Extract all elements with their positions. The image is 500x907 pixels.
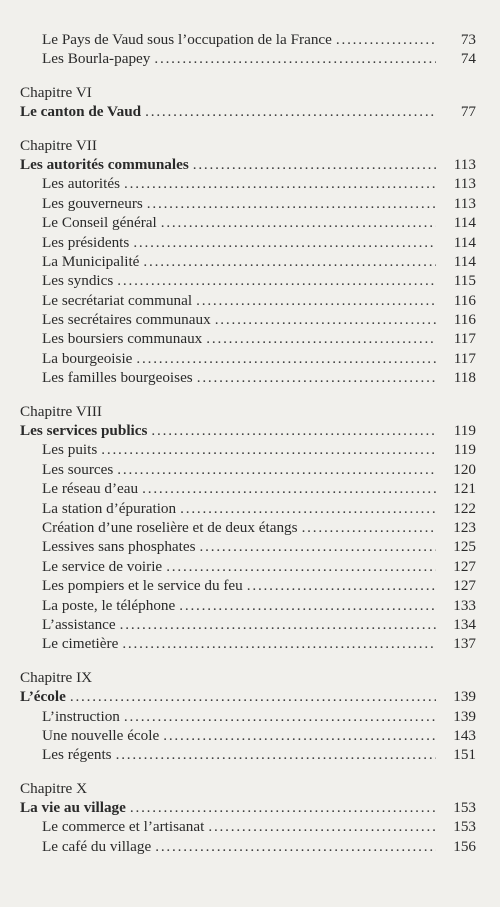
dot-leader xyxy=(120,615,436,634)
dot-leader xyxy=(193,155,436,174)
page-number: 151 xyxy=(453,746,476,764)
toc-chapter-group xyxy=(20,30,476,69)
entry-title: Le secrétariat communal xyxy=(42,291,193,309)
toc-entry xyxy=(20,726,476,745)
page-number: 113 xyxy=(453,194,476,212)
page-number: 139 xyxy=(453,688,476,706)
entry-title: Une nouvelle école xyxy=(42,726,160,744)
toc-entry xyxy=(20,557,476,576)
entry-title: La Municipalité xyxy=(42,252,140,270)
entry-title: Les autorités communales xyxy=(20,155,189,173)
dot-leader xyxy=(101,440,436,459)
chapter-title-entry xyxy=(20,102,476,121)
page-number: 122 xyxy=(453,499,476,517)
dot-leader xyxy=(143,252,436,271)
entry-title: L’instruction xyxy=(42,707,120,725)
entry-title: Le commerce et l’artisanat xyxy=(42,818,205,836)
toc-entry xyxy=(20,49,476,68)
dot-leader xyxy=(163,726,436,745)
chapter-title-entry xyxy=(20,155,476,174)
dot-leader xyxy=(196,291,436,310)
entry-title: Le service de voirie xyxy=(42,557,163,575)
entry-title: Les sources xyxy=(42,460,114,478)
toc-entry xyxy=(20,349,476,368)
entry-title: Les présidents xyxy=(42,233,130,251)
dot-leader xyxy=(197,368,436,387)
page-number: 134 xyxy=(453,615,476,633)
dot-leader xyxy=(130,798,436,817)
page-number: 137 xyxy=(453,635,476,653)
entry-title: Le cimetière xyxy=(42,635,119,653)
dot-leader xyxy=(302,518,436,537)
dot-leader xyxy=(142,479,436,498)
dot-leader xyxy=(136,349,436,368)
page-number: 118 xyxy=(453,369,476,387)
page-number: 127 xyxy=(453,557,476,575)
dot-leader xyxy=(180,499,436,518)
entry-title: Le café du village xyxy=(42,837,152,855)
page-number: 125 xyxy=(453,538,476,556)
toc-chapter-group xyxy=(20,779,476,857)
entry-title: Les secrétaires communaux xyxy=(42,311,211,329)
page-number: 123 xyxy=(453,518,476,536)
page-number: 117 xyxy=(453,330,476,348)
entry-title: Les syndics xyxy=(42,272,114,290)
page-number: 116 xyxy=(453,311,476,329)
page-number: 153 xyxy=(453,799,476,817)
entry-title: Création d’une roselière et de deux étangs xyxy=(42,518,298,536)
page-number: 153 xyxy=(453,818,476,836)
page-number: 74 xyxy=(460,50,476,68)
entry-title: L’assistance xyxy=(42,615,116,633)
toc-entry xyxy=(20,440,476,459)
toc-entry xyxy=(20,252,476,271)
page-number: 143 xyxy=(453,726,476,744)
entry-title: Les autorités xyxy=(42,175,121,193)
toc-entry xyxy=(20,499,476,518)
toc-chapter-group xyxy=(20,136,476,388)
page-number: 114 xyxy=(453,233,476,251)
dot-leader xyxy=(124,707,436,726)
chapter-heading: Chapitre X xyxy=(20,779,88,797)
entry-title: Les gouverneurs xyxy=(42,194,143,212)
toc-entry xyxy=(20,329,476,348)
dot-leader xyxy=(155,837,436,856)
dot-leader xyxy=(151,421,436,440)
entry-title: Le Conseil général xyxy=(42,214,157,232)
chapter-heading: Chapitre VII xyxy=(20,136,97,154)
dot-leader xyxy=(147,194,436,213)
page-number: 113 xyxy=(453,155,476,173)
chapter-heading: Chapitre IX xyxy=(20,668,93,686)
entry-title: Les pompiers et le service du feu xyxy=(42,577,243,595)
entry-title: Le réseau d’eau xyxy=(42,480,139,498)
page-number: 113 xyxy=(453,175,476,193)
chapter-heading: Chapitre VIII xyxy=(20,402,102,420)
page-number: 73 xyxy=(460,31,476,48)
table-of-contents xyxy=(20,30,476,856)
page-number: 119 xyxy=(453,441,476,459)
toc-entry xyxy=(20,194,476,213)
page-number: 114 xyxy=(453,214,476,232)
toc-entry xyxy=(20,837,476,856)
dot-leader xyxy=(133,233,436,252)
page-number: 117 xyxy=(453,349,476,367)
toc-entry xyxy=(20,310,476,329)
entry-title: Les services publics xyxy=(20,422,148,440)
page-number: 121 xyxy=(453,480,476,498)
dot-leader xyxy=(145,102,436,121)
entry-title: La poste, le téléphone xyxy=(42,596,176,614)
dot-leader xyxy=(122,634,436,653)
toc-entry xyxy=(20,460,476,479)
toc-chapter-group xyxy=(20,402,476,654)
dot-leader xyxy=(117,460,436,479)
dot-leader xyxy=(154,49,436,68)
toc-entry xyxy=(20,576,476,595)
dot-leader xyxy=(247,576,436,595)
chapter-title-entry xyxy=(20,687,476,706)
toc-entry xyxy=(20,817,476,836)
toc-entry xyxy=(20,707,476,726)
entry-title: Le Pays de Vaud sous l’occupation de la France xyxy=(42,31,332,48)
dot-leader xyxy=(124,174,436,193)
entry-title: Lessives sans phosphates xyxy=(42,538,196,556)
toc-entry xyxy=(20,479,476,498)
entry-title: Les familles bourgeoises xyxy=(42,369,193,387)
toc-entry xyxy=(20,518,476,537)
page-number: 156 xyxy=(453,837,476,855)
dot-leader xyxy=(70,687,436,706)
entry-title: Le canton de Vaud xyxy=(20,103,142,121)
dot-leader xyxy=(116,745,436,764)
dot-leader xyxy=(336,30,436,49)
toc-entry xyxy=(20,213,476,232)
page-number: 114 xyxy=(453,252,476,270)
toc-entry xyxy=(20,271,476,290)
entry-title: La station d’épuration xyxy=(42,499,177,517)
chapter-title-entry xyxy=(20,421,476,440)
toc-entry xyxy=(20,634,476,653)
dot-leader xyxy=(215,310,436,329)
toc-entry xyxy=(20,30,476,49)
dot-leader xyxy=(208,817,436,836)
dot-leader xyxy=(179,596,436,615)
toc-entry xyxy=(20,596,476,615)
toc-entry xyxy=(20,291,476,310)
page-number: 127 xyxy=(453,577,476,595)
toc-entry xyxy=(20,174,476,193)
entry-title: L’école xyxy=(20,688,66,706)
toc-entry xyxy=(20,615,476,634)
page-number: 133 xyxy=(453,596,476,614)
page-number: 139 xyxy=(453,707,476,725)
dot-leader xyxy=(200,537,436,556)
toc-entry xyxy=(20,233,476,252)
entry-title: Les Bourla-papey xyxy=(42,50,151,68)
toc-chapter-group xyxy=(20,83,476,122)
page-number: 77 xyxy=(460,103,476,121)
page-number: 116 xyxy=(453,291,476,309)
toc-chapter-group xyxy=(20,668,476,765)
dot-leader xyxy=(117,271,436,290)
entry-title: Les régents xyxy=(42,746,112,764)
toc-entry xyxy=(20,368,476,387)
chapter-heading: Chapitre VI xyxy=(20,83,92,101)
toc-entry xyxy=(20,537,476,556)
dot-leader xyxy=(161,213,436,232)
chapter-title-entry xyxy=(20,798,476,817)
toc-entry xyxy=(20,745,476,764)
entry-title: Les puits xyxy=(42,441,98,459)
page-number: 120 xyxy=(453,460,476,478)
page-number: 115 xyxy=(453,272,476,290)
entry-title: La bourgeoisie xyxy=(42,349,133,367)
page-number: 119 xyxy=(453,422,476,440)
dot-leader xyxy=(206,329,436,348)
dot-leader xyxy=(166,557,436,576)
entry-title: La vie au village xyxy=(20,799,126,817)
entry-title: Les boursiers communaux xyxy=(42,330,203,348)
